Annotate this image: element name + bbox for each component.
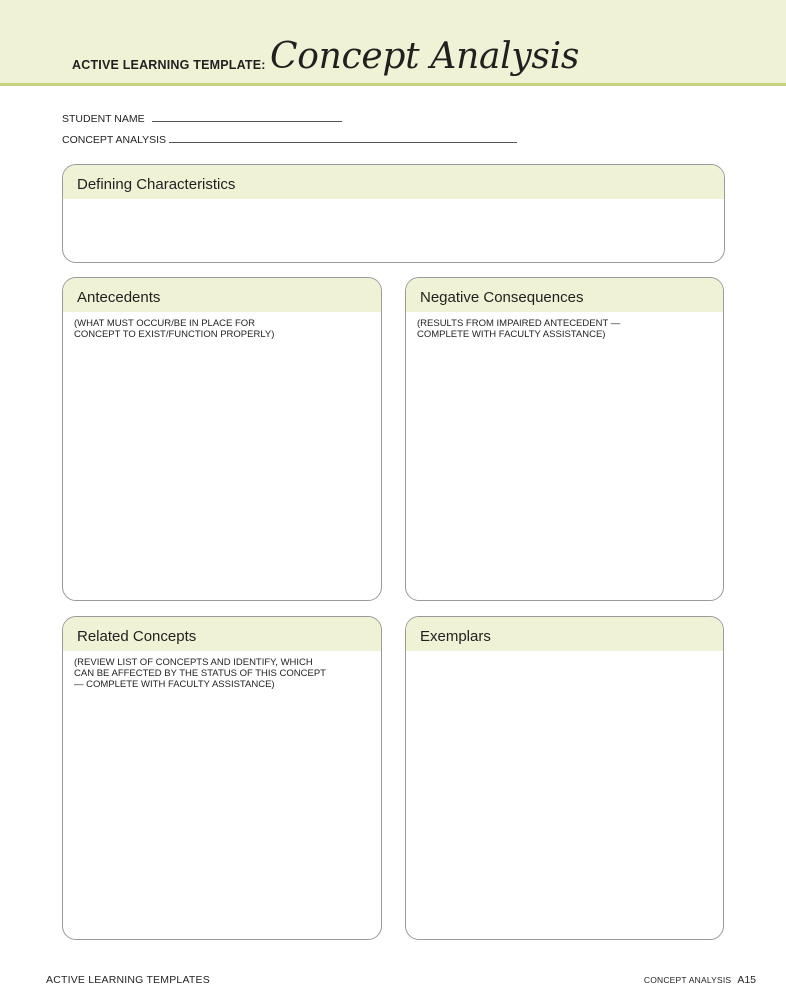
concept-analysis-field[interactable] <box>169 132 517 143</box>
negative-consequences-heading: Negative Consequences <box>406 278 723 312</box>
student-name-field[interactable] <box>152 111 342 122</box>
footer-page-info <box>644 974 756 986</box>
negative-consequences-box[interactable] <box>405 277 724 601</box>
page-number: A15 <box>737 974 756 986</box>
related-concepts-instructions: (REVIEW LIST OF CONCEPTS AND IDENTIFY, WHICH CAN BE AFFECTED BY THE STATUS OF THIS CONCEPT — COMPLETE WITH FACULTY ASSISTANCE) <box>74 657 326 690</box>
antecedents-box[interactable] <box>62 277 382 601</box>
defining-characteristics-box[interactable] <box>62 164 725 263</box>
student-name-row <box>62 111 342 125</box>
exemplars-heading: Exemplars <box>406 617 723 651</box>
related-concepts-box[interactable] <box>62 616 382 940</box>
page-title: Concept Analysis <box>270 36 579 77</box>
antecedents-heading: Antecedents <box>63 278 381 312</box>
antecedents-instructions: (WHAT MUST OCCUR/BE IN PLACE FOR CONCEPT TO EXIST/FUNCTION PROPERLY) <box>74 318 275 340</box>
defining-characteristics-heading: Defining Characteristics <box>63 165 724 199</box>
student-name-label: STUDENT NAME <box>62 113 145 125</box>
concept-analysis-label: CONCEPT ANALYSIS <box>62 134 167 146</box>
exemplars-box[interactable] <box>405 616 724 940</box>
footer-series: ACTIVE LEARNING TEMPLATES <box>46 974 210 986</box>
concept-analysis-row <box>62 132 517 146</box>
related-concepts-heading: Related Concepts <box>63 617 381 651</box>
template-prefix: ACTIVE LEARNING TEMPLATE: <box>72 58 266 72</box>
footer-section-label: CONCEPT ANALYSIS <box>643 975 732 985</box>
negative-consequences-instructions: (RESULTS FROM IMPAIRED ANTECEDENT — COMPLETE WITH FACULTY ASSISTANCE) <box>417 318 621 340</box>
